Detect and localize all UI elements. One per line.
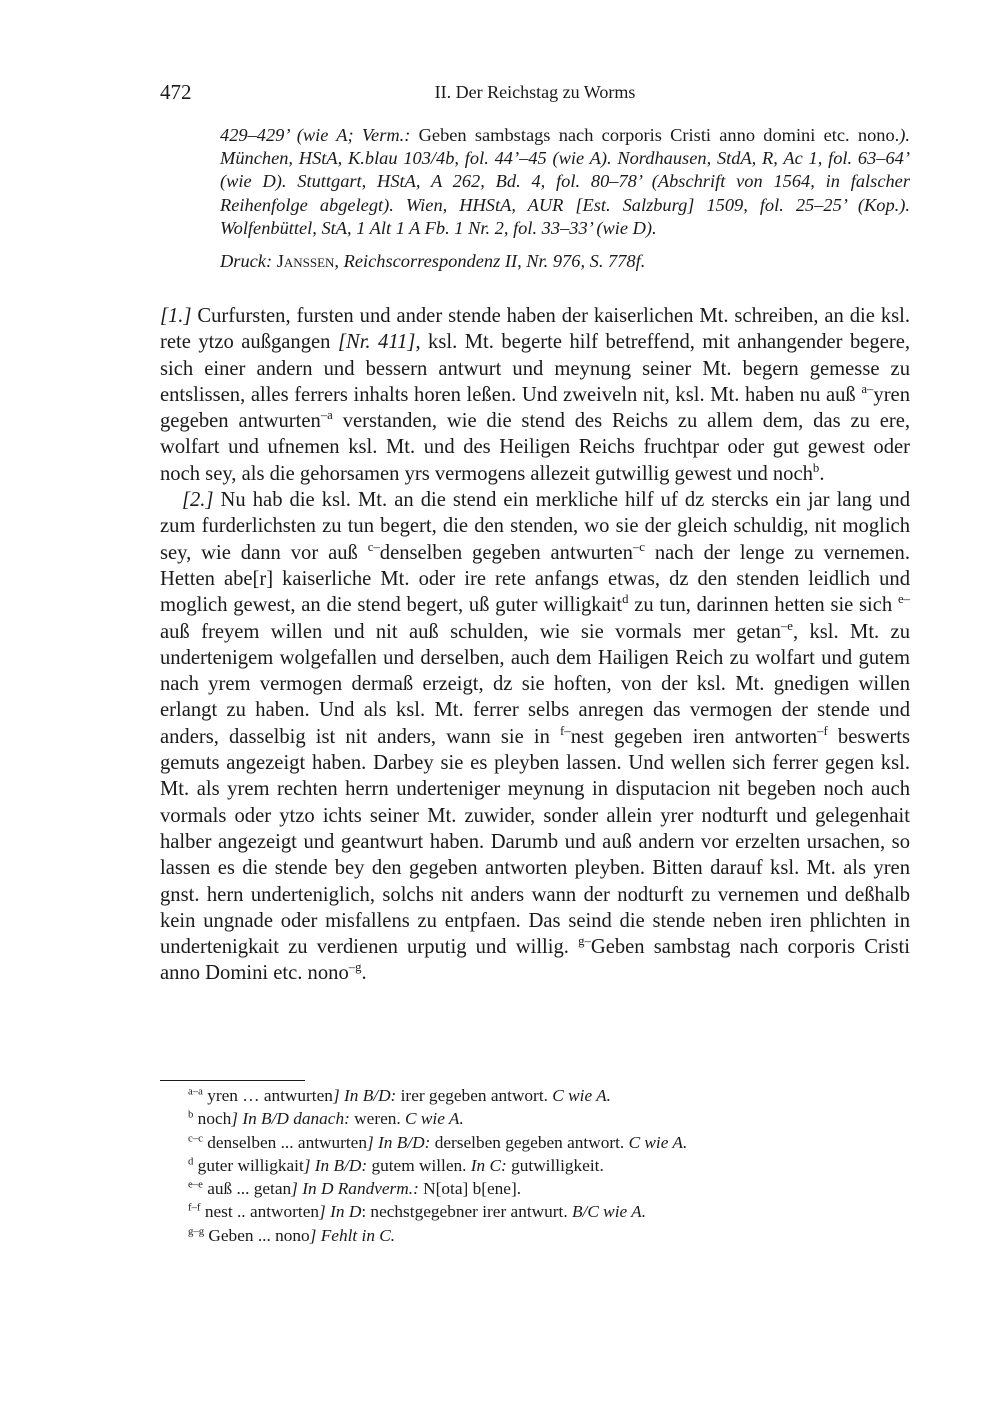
- footnote-label: b: [188, 1108, 194, 1121]
- footnote-marker: –a: [320, 408, 333, 423]
- footnote-lemma: guter willigkait: [193, 1155, 304, 1175]
- footnote-marker: d: [622, 592, 629, 607]
- footnote-italic: In B/D:: [339, 1086, 397, 1105]
- footnote-italic: C wie A.: [628, 1132, 688, 1152]
- footnote-lemma: Geben ... nono: [204, 1225, 310, 1245]
- source-variant-note: Geben sambstags nach corporis Cristi anno domini etc. nono.: [418, 125, 900, 145]
- text-span: beswerts gemuts angezeigt haben. Darbey sie es pleyben lassen. Und wellen sich ferrer gegen ksl. Mt. als yrem rechten herrn underteniger meynung in disputacion nit begeben noch auch vormals oder ytzo ichts seiner Mt. zuwider, sonder allein yrer nodturft und gelegenhait halber angezeigt und geantwurt haben. Darumb und auß andern vor erzelten ursachen, so lassen es die stende bey den gegeben antworten pleyben. Bitten darauf ksl. Mt. als yren gnst. hern underteniglich, solchs nit anders wann der nodturft zu vernemen und deßhalb kein ungnade oder misfallens zu entpfaen. Das seind die stende neben iren phlichten in undertenigkait zu verdienen urputig und willig.: [160, 725, 910, 959]
- footnote-label: d: [188, 1155, 194, 1168]
- source-list: [220, 124, 910, 240]
- footnote-text: N[ota] b[ene].: [418, 1179, 522, 1199]
- footnote-lemma: auß ... getan: [202, 1179, 292, 1199]
- main-text: [160, 303, 910, 987]
- footnote-italic: In B/D:: [310, 1155, 368, 1175]
- paragraph-2: [160, 487, 910, 987]
- footnote-text: gutem willen.: [367, 1155, 471, 1175]
- footnote-marker: –e: [780, 618, 793, 633]
- text-span: Nu hab die ksl. Mt. an die stend ein merkliche hilf uf dz stercks ein jar lang und zum furderlichsten zu tun begert, die den stenden, wo sie der gleich schuldig, nit moglich sey, wie dann vor auß: [160, 489, 910, 564]
- footnote-lemma: yren … antwurten: [202, 1086, 333, 1105]
- print-title: , Reichscorrespondenz II, Nr. 976, S. 778f.: [334, 251, 646, 272]
- footnote-f: [188, 1200, 910, 1223]
- footnote-text: irer gegeben antwort.: [396, 1086, 553, 1105]
- text-span: , ksl. Mt. begerte hilf betreffend, mit anhangender begere, sich einer andern und bessern antwurt und meynung seiner Mt. begern gemesse zu entslissen, alles ferrers inhalts horen leßen. Und zweiveln nit, ksl. Mt. haben nu auß: [160, 331, 911, 406]
- footnote-g: [188, 1224, 910, 1247]
- footnote-text: gutwilligkeit.: [506, 1155, 604, 1175]
- footnote-e: [188, 1177, 910, 1200]
- print-reference: [220, 250, 910, 273]
- text-span: .: [819, 462, 825, 485]
- footnote-marker: c–: [367, 539, 380, 554]
- footnote-lemma: denselben ... antwurten: [202, 1132, 367, 1152]
- footnote-text: : nechstgegebner irer antwurt.: [361, 1202, 572, 1222]
- text-span: auß freyem willen und nit auß schulden, wie sie vormals mer getan: [160, 620, 781, 643]
- footnote-marker: b: [812, 460, 820, 475]
- source-text-italic-cont: ). München, HStA, K.blau 103/4b, fol. 44’–45 (wie A). Nordhausen, StdA, R, Ac 1, fol. 63–64’ (wie D). Stuttgart, HStA, A 262, Bd. 4, fol. 80–78’ (Abschrift von 1564, in falscher Reihenfolge abgelegt). Wien, HHStA, AUR [Est. Salzburg] 1509, fol. 25–25’ (Kop.). Wolfenbüttel, StA, 1 Alt 1 A Fb. 1 Nr. 2, fol. 33–33’ (wie D).: [220, 125, 910, 238]
- footnote-bracket: ]: [319, 1202, 326, 1222]
- footnote-text: derselben gegeben antwort.: [430, 1132, 629, 1152]
- footnote-italic: In D Randverm.:: [297, 1179, 419, 1199]
- text-span: Curfursten, fursten und ander stende haben der kaiserlichen Mt. schreiben, an die ksl. rete ytzo außgangen: [160, 305, 910, 354]
- footnotes: [188, 1084, 910, 1247]
- footnote-italic: In C:: [470, 1155, 507, 1175]
- print-author: Janssen: [276, 251, 335, 272]
- footnote-marker: –f: [817, 723, 828, 738]
- footnote-label: c–c: [188, 1131, 203, 1144]
- source-text-italic: 429–429’ (wie A; Verm.:: [220, 125, 419, 145]
- footnote-marker: a–: [861, 381, 874, 396]
- footnote-label: a–a: [188, 1085, 203, 1098]
- text-span: nach der lenge zu vernemen. Hetten abe[r] kaiserliche Mt. oder ire rete anfangs etwas, dz den stenden leidlich und moglich gewest, an die stend begert, uß guter willigkait: [160, 541, 910, 617]
- text-span: yren gegeben antwurten: [160, 383, 910, 433]
- footnote-italic: In B/D danach:: [238, 1109, 350, 1129]
- footnote-lemma: nest .. antworten: [200, 1202, 320, 1222]
- page-number: 472: [160, 80, 192, 104]
- footnote-label: g–g: [188, 1225, 205, 1238]
- footnote-label: f–f: [188, 1201, 201, 1214]
- footnote-bracket: ]: [332, 1086, 340, 1105]
- footnote-text: weren.: [349, 1109, 406, 1129]
- text-span: verstanden, wie die stend des Reichs zu allem dem, das zu ere, wolfart und ufnemen ksl. Mt. und des Heiligen Reichs fruchtpar oder gut gewest oder noch sey, als die gehorsamen yrs vermogens allezeit gutwillig gewest und noch: [160, 410, 910, 485]
- footnote-marker: –c: [632, 539, 645, 554]
- footnote-label: e–e: [188, 1178, 203, 1191]
- footnote-italic: In D: [325, 1202, 362, 1222]
- footnote-lemma: noch: [193, 1109, 232, 1129]
- footnote-italic: B/C wie A.: [571, 1202, 647, 1222]
- text-span: denselben gegeben antwurten: [379, 541, 633, 564]
- footnote-bracket: ]: [309, 1225, 317, 1245]
- footnote-italic: C wie A.: [552, 1086, 611, 1105]
- text-span: .: [361, 962, 367, 985]
- running-head: II. Der Reichstag zu Worms: [434, 82, 636, 102]
- text-span: zu tun, darinnen hetten sie sich: [628, 594, 898, 617]
- paragraph-marker: [1.]: [160, 305, 192, 327]
- footnote-italic: C wie A.: [405, 1109, 464, 1129]
- footnote-bracket: ]: [367, 1132, 374, 1152]
- footnote-bracket: ]: [303, 1155, 311, 1175]
- text-span: , ksl. Mt. zu undertenigem wolgefallen und derselben, auch dem Hailigen Reich zu wolfart und gutem nach yrem vermogen dermaß erzeigt, dz sie hoften, von der ksl. Mt. gnedigen willen erlangt zu haben. Und als ksl. Mt. ferrer selbs anregen das vermogen der stende und anders, dasselbig ist nit anders, wann sie in: [160, 620, 910, 748]
- footnote-marker: g–: [578, 934, 591, 949]
- footnote-d: [188, 1154, 910, 1177]
- source-description: [220, 124, 910, 273]
- footnote-marker: –g: [348, 960, 362, 975]
- footnote-marker: f–: [560, 723, 571, 738]
- print-label: Druck:: [220, 251, 277, 272]
- footnote-italic: In B/D:: [373, 1132, 431, 1152]
- footnote-a: [188, 1084, 910, 1107]
- footnote-marker: e–: [897, 592, 911, 607]
- paragraph-1: [160, 303, 910, 487]
- footnote-b: [188, 1107, 910, 1130]
- text-span: Geben sambstag nach corporis Cristi anno Domini etc. nono: [160, 936, 910, 985]
- paragraph-marker: [2.]: [182, 489, 214, 512]
- document-reference: [Nr. 411]: [337, 331, 416, 354]
- footnote-bracket: ]: [231, 1109, 239, 1129]
- text-span: nest gegeben iren antworten: [570, 725, 818, 748]
- footnote-c: [188, 1131, 910, 1154]
- footnote-bracket: ]: [291, 1179, 298, 1199]
- footnote-italic: Fehlt in C.: [316, 1225, 396, 1245]
- footnote-separator: [160, 1080, 305, 1081]
